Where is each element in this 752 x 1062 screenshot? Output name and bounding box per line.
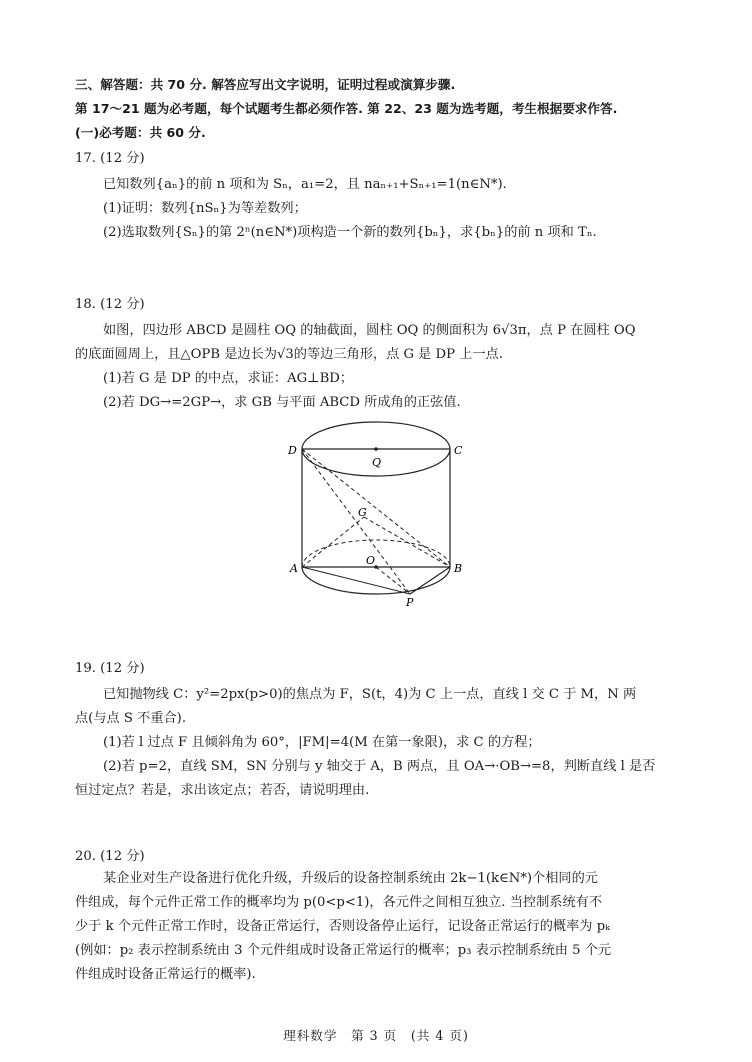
q20-line4: (例如：p₂ 表示控制系统由 3 个元件组成时设备正常运行的概率；p₃ 表示控制系统由 5 个元 [75,943,612,958]
segment-BP [410,567,450,594]
section-note: 第 17～21 题为必考题，每个试题考生都必须作答. 第 22、23 题为选考题，考生根据要求作答. [75,101,618,116]
section-sub: (一)必考题：共 60 分. [75,125,206,140]
q19-part2-line1: (2)若 p=2，直线 SM，SN 分别与 y 轴交于 A，B 两点，且 OA→·OB→=8，判断直线 l 是否 [103,759,656,774]
q20-number: 20. (12 分) [75,849,145,864]
label-A: A [290,562,298,575]
label-G: G [358,506,367,519]
label-P: P [406,596,414,609]
q19-part2-line2: 恒过定点？若是，求出该定点；若否，请说明理由. [75,783,370,798]
q17-part1: (1)证明：数列{nSₙ}为等差数列； [103,201,307,216]
cylinder-figure [284,412,484,612]
q18-part2: (2)若 DG→=2GP→，求 GB 与平面 ABCD 所成角的正弦值. [103,395,461,410]
q20-line1: 某企业对生产设备进行优化升级，升级后的设备控制系统由 2k−1(k∈N*)个相同的元 [103,871,598,886]
q19-number: 19. (12 分) [75,661,145,676]
q19-part1: (1)若 l 过点 F 且倾斜角为 60°，|FM|=4(M 在第一象限)，求 C 的方程； [103,735,541,750]
label-Q: Q [372,456,382,469]
label-B: B [454,562,463,575]
q17-number: 17. (12 分) [75,151,145,166]
q18-number: 18. (12 分) [75,297,145,312]
label-C: C [454,444,463,457]
section-heading: 三、解答题：共 70 分. 解答应写出文字说明，证明过程或演算步骤. [75,77,456,92]
page-footer: 理科数学 第 3 页 (共 4 页) [283,1028,469,1043]
bottom-ellipse-front [302,567,450,594]
q19-stem-line1: 已知抛物线 C：y²=2px(p>0)的焦点为 F，S(t，4)为 C 上一点，直线 l 交 C 于 M，N 两 [103,687,637,702]
q20-line2: 件组成，每个元件正常工作的概率均为 p(0<p<1)，各元件之间相互独立. 当控制系统有不 [75,895,603,910]
q19-stem-line2: 点(与点 S 不重合). [75,711,187,726]
q18-part1: (1)若 G 是 DP 的中点，求证：AG⊥BD； [103,371,354,386]
q17-stem: 已知数列{aₙ}的前 n 项和为 Sₙ，a₁=2，且 naₙ₊₁+Sₙ₊₁=1(n∈N*). [103,177,507,192]
q20-line5: 件组成时设备正常运行的概率). [75,967,256,982]
q17-part2: (2)选取数列{Sₙ}的第 2ⁿ(n∈N*)项构造一个新的数列{bₙ}，求{bₙ}的前 n 项和 Tₙ. [103,225,597,240]
bottom-ellipse-back [302,540,450,567]
q18-stem-line2: 的底面圆周上，且△OPB 是边长为√3的等边三角形，点 G 是 DP 上一点. [75,347,503,362]
segment-DP [302,449,410,594]
label-D: D [288,444,297,457]
q18-stem-line1: 如图，四边形 ABCD 是圆柱 OQ 的轴截面，圆柱 OQ 的侧面积为 6√3π，点 P 在圆柱 OQ [103,323,636,338]
segment-AG [302,517,364,567]
q20-line3: 少于 k 个元件正常工作时，设备正常运行，否则设备停止运行，记设备正常运行的概率为 pₖ [75,919,610,934]
point-Q [374,447,378,451]
segment-GB [364,517,450,567]
label-O: O [366,554,376,567]
